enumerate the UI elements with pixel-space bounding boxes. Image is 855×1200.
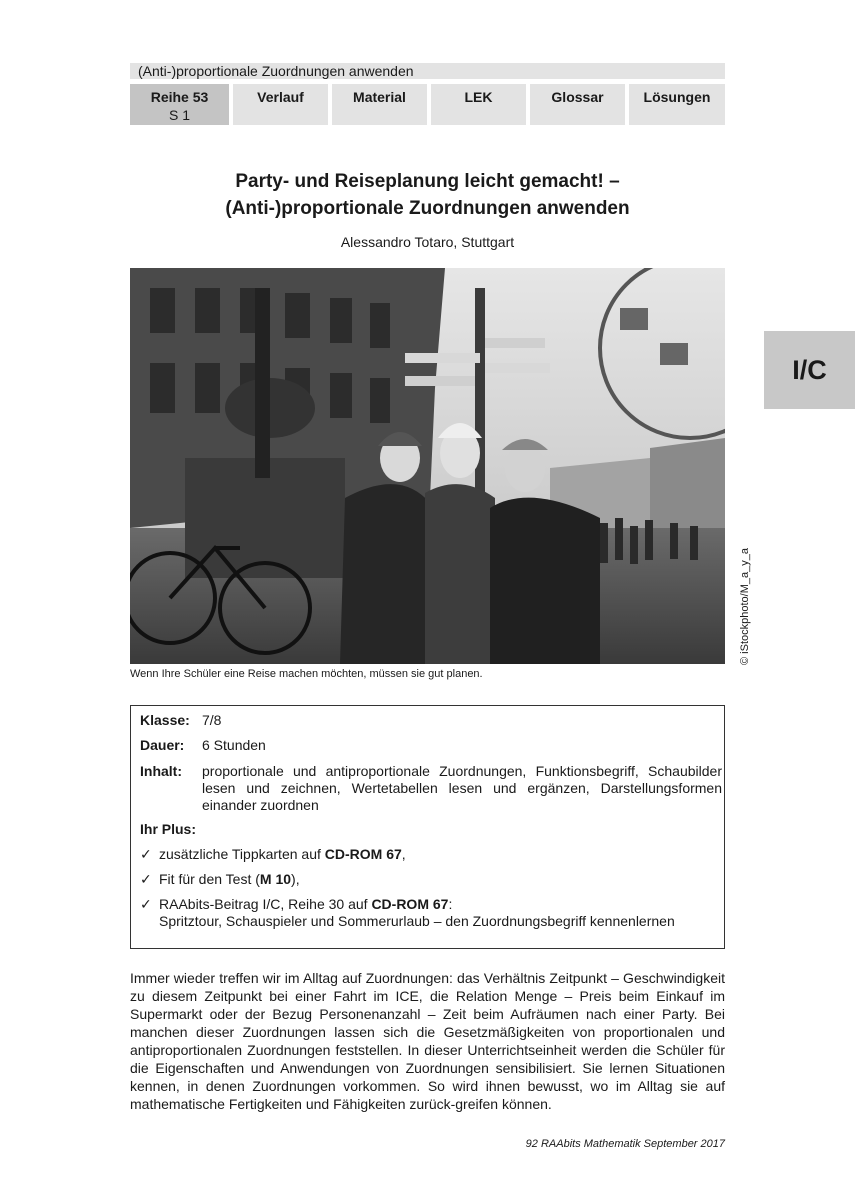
inhalt-label: Inhalt: [140,763,182,779]
dauer-value: 6 Stunden [202,737,266,753]
nav-tabs [130,84,725,125]
tab-reihe-page: S 1 [168,107,190,123]
dauer-label: Dauer: [140,737,185,753]
klasse-label: Klasse: [140,712,190,728]
info-box [130,705,725,949]
plus1-bold: CD-ROM 67 [324,846,402,862]
tab-reihe[interactable] [130,84,229,125]
plus3-text: RAAbits-Beitrag I/C, Reihe 30 auf [159,896,372,912]
photo-travel-group [130,268,725,664]
klasse-value: 7/8 [202,712,222,728]
plus-label: Ihr Plus: [140,821,197,837]
author: Alessandro Totaro, Stuttgart [340,234,515,250]
photo-caption: Wenn Ihre Schüler eine Reise machen möchten, müssen sie gut planen. [130,668,483,680]
section-tab: I/C [764,331,855,409]
plus2-end: ), [291,871,300,887]
check-icon: ✓ [140,846,152,862]
plus3-detail: Spritztour, Schauspieler und Sommerurlaub – den Zuordnungsbegriff kennenlernen [159,913,675,929]
plus2-bold: M 10 [259,871,292,887]
page-title [130,168,725,222]
topic-bar: (Anti-)proportionale Zuordnungen anwenden [130,63,725,79]
tab-lek[interactable]: LEK [431,84,526,125]
plus2-text: Fit für den Test ( [159,871,260,887]
photo-illustration [130,268,725,664]
tab-reihe-label: Reihe 53 [150,89,209,105]
tab-glossar[interactable]: Glossar [530,84,625,125]
plus3-bold: CD-ROM 67 [371,896,449,912]
inhalt-value: proportionale und antiproportionale Zuordnungen, Funktionsbegriff, Schaubilder lesen und zeichnen, Wertetabellen lesen und ergänzen, Darstellungsformen einander zuordnen [202,763,722,813]
title-line-2: (Anti-)proportionale Zuordnungen anwenden [225,198,630,219]
plus1-end: , [401,846,406,862]
check-icon: ✓ [140,896,152,912]
tab-material[interactable]: Material [332,84,427,125]
photo-credit: © iStockphoto/M_a_y_a [739,548,751,665]
plus1-text: zusätzliche Tippkarten auf [159,846,325,862]
tab-verlauf[interactable]: Verlauf [233,84,328,125]
plus3-end: : [448,896,453,912]
tab-loesungen[interactable]: Lösungen [629,84,725,125]
check-icon: ✓ [140,871,152,887]
footer: 92 RAAbits Mathematik September 2017 [525,1138,725,1150]
intro-paragraph: Immer wieder treffen wir im Alltag auf Zuordnungen: das Verhältnis Zeitpunkt – Geschwindigkeit zu diesem Zeitpunkt bei einer Fahrt im ICE, die Relation Menge – Preis beim Einkauf im Supermarkt oder der Bezug Personenanzahl – Zeit beim Aufräumen nach einer Party. Bei manchen dieser Zuordnungen lassen sich die Gesetzmäßigkeiten von proportionalen und antiproportionalen Zuordnungen feststellen. In dieser Unterrichtseinheit werden die Schüler für die Eigenschaften und Anwendungen von Zuordnungen sensibilisiert. Sie lernen Situationen kennen, in denen Zuordnungen vorkommen. So wird ihnen bewusst, wo im Alltag sie auf mathematische Fertigkeiten und Fähigkeiten zurück-greifen können. [130,970,725,1112]
title-line-1: Party- und Reiseplanung leicht gemacht! – [235,171,620,192]
